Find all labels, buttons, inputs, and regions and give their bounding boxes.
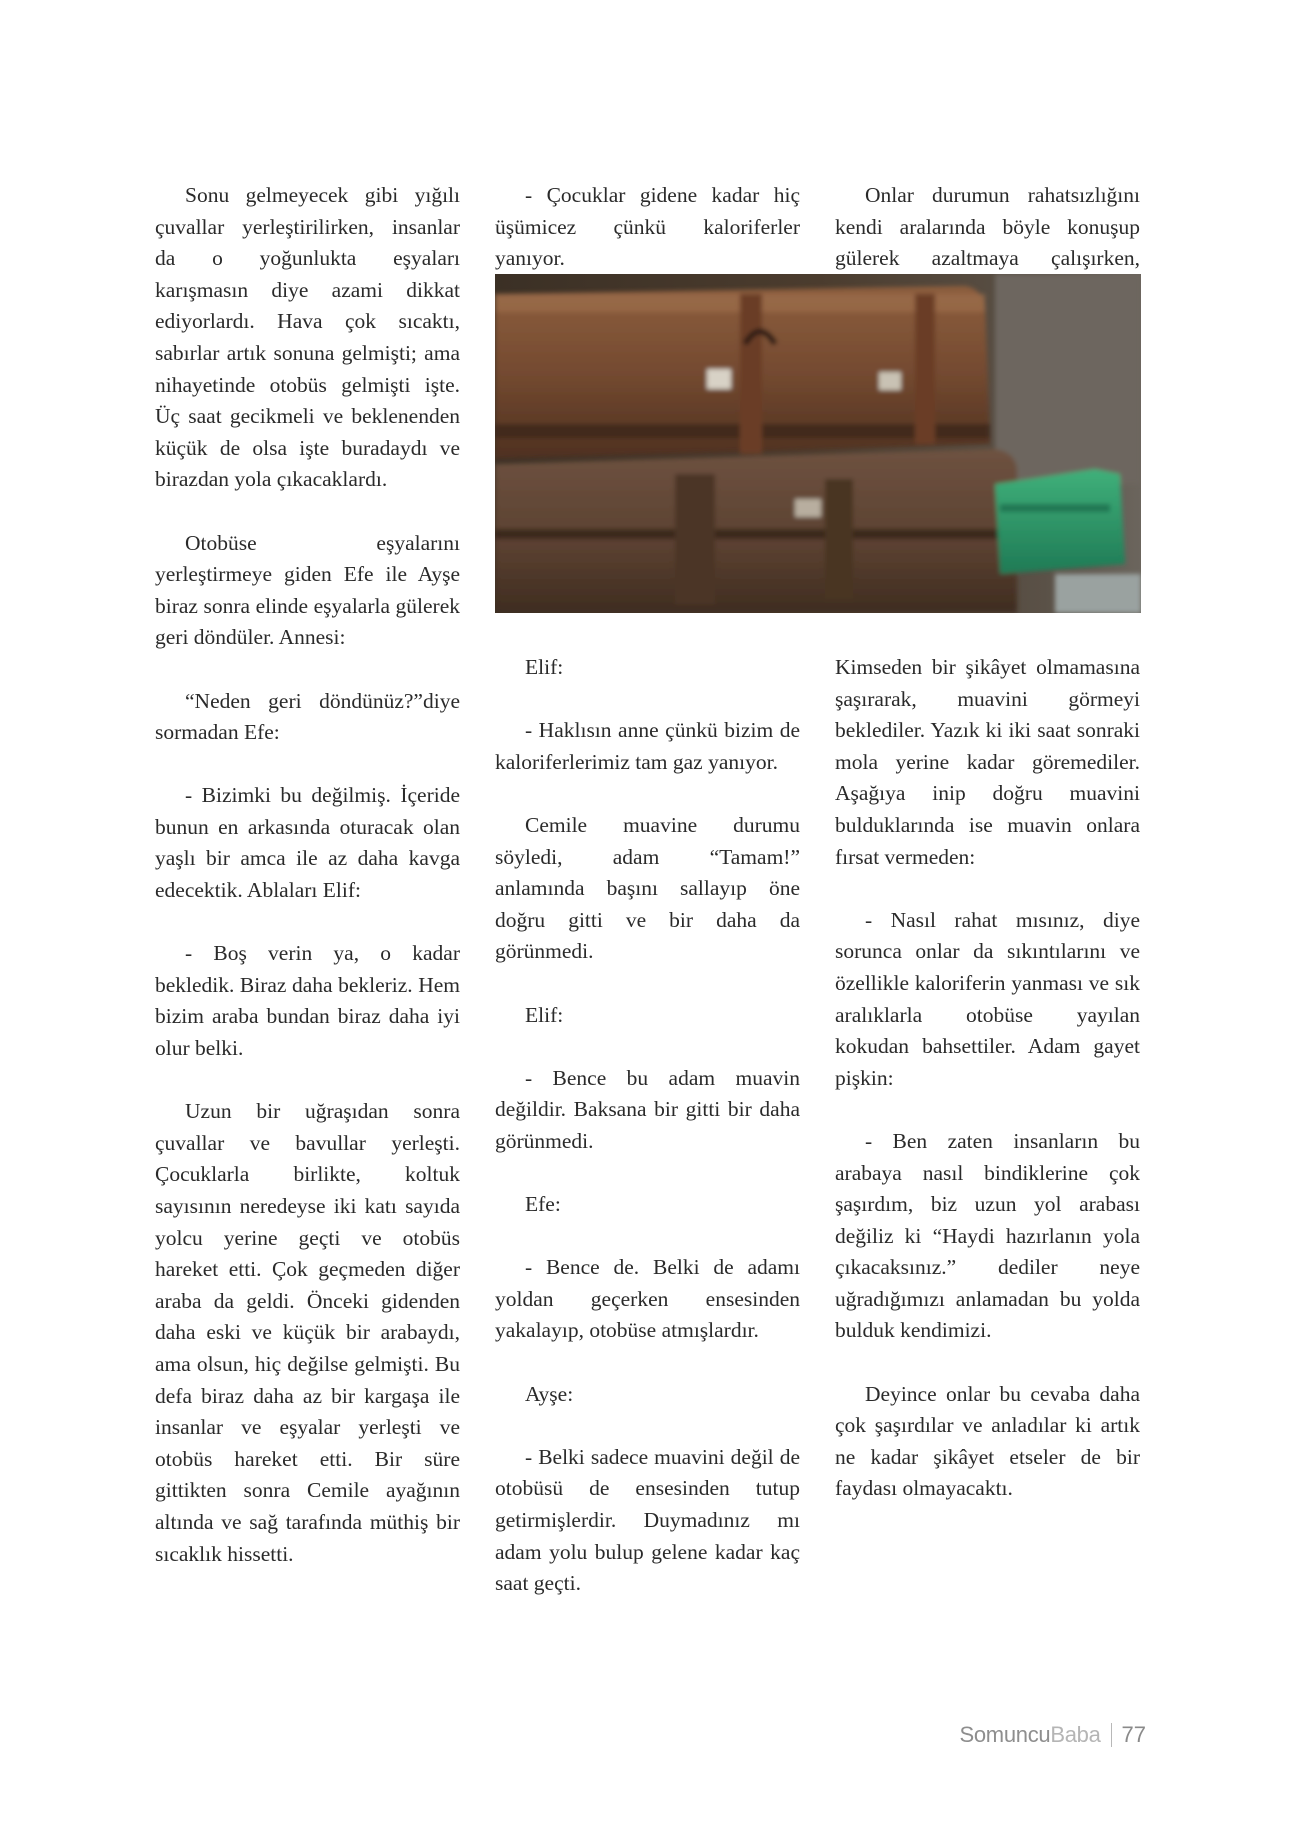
paragraph: - Bence bu adam muavin değildir. Baksana bir gitti bir daha görünmedi. [495,1065,800,1153]
paragraph: - Boş verin ya, o kadar bekledik. Biraz daha bekleriz. Hem bizim araba bundan biraz daha iyi olur belki. [155,941,460,1061]
paragraph: Onlar durumun rahatsızlığını kendi aralarında böyle konuşup gülerek azaltmaya çalışırken, [835,183,1140,271]
paragraph: - Bizimki bu değilmiş. İçeride bunun en arkasında oturacak olan yaşlı bir amca ile az daha kavga edecektik. Ablaları Elif: [155,783,460,903]
paragraph: Ayşe: [525,1381,574,1406]
paragraph: - Çocuklar gidene kadar hiç üşümicez çünkü kaloriferler yanıyor. [495,183,800,271]
paragraph: Elif: [525,1002,564,1027]
paragraph: Deyince onlar bu cevaba daha çok şaşırdılar ve anladılar ki artık ne kadar şikâyet etseler de bir faydası olmayacaktı. [835,1381,1140,1501]
paragraph: - Ben zaten insanların bu arabaya nasıl bindiklerine çok şaşırdım, biz uzun yol arabası değiliz ki “Haydi hazırlanın yola çıkacaksınız.” dediler neye uğradığımızı anlamadan bu yolda bulduk kendimizi. [835,1128,1140,1343]
page-number: 77 [1121,1722,1146,1747]
paragraph: Sonu gelmeyecek gibi yığılı çuvallar yerleştirilirken, insanlar da o yoğunlukta eşyaları karışmasın diye azami dikkat ediyorlardı. Hava çok sıcaktı, sabırlar artık sonuna gelmişti; ama nihayetinde otobüs gelmişti işte. Üç saat gecikmeli ve beklenenden küçük de olsa işte buradaydı ve birazdan yola çıkacaklardı. [155,183,460,492]
paragraph: Cemile muavine durumu söyledi, adam “Tamam!” anlamında başını sallayıp öne doğru gitti ve bir daha da görünmedi. [495,812,800,964]
magazine-logo [959,1722,1100,1748]
paragraph: Kimseden bir şikâyet olmamasına şaşırarak, muavini görmeyi beklediler. Yazık ki iki saat sonraki mola yerine kadar göremediler. Aşağıya inip doğru muavini bulduklarında ise muavin onlara fırsat vermeden: [835,655,1140,869]
suitcases-photo [495,274,1141,613]
paragraph: Otobüse eşyalarını yerleştirmeye giden Efe ile Ayşe biraz sonra elinde eşyalarla gülerek geri döndüler. Annesi: [155,530,460,650]
article-column-1 [155,180,460,1570]
logo-part-somuncu: Somuncu [959,1722,1051,1747]
footer-divider [1111,1723,1112,1747]
paragraph: - Nasıl rahat mısınız, diye sorunca onlar da sıkıntılarını ve özellikle kaloriferin yanması ve sık aralıklarla otobüse yayılan kokudan bahsettiler. Adam gayet pişkin: [835,907,1140,1090]
paragraph: “Neden geri döndünüz?”diye sormadan Efe: [155,688,460,745]
logo-part-baba: Baba [1050,1722,1101,1747]
suitcases-illustration-icon [495,274,1141,613]
article-column-2 [495,652,800,1600]
article-column-2-top [495,180,800,275]
paragraph: Elif: [525,655,564,679]
paragraph: - Belki sadece muavini değil de otobüsü de ensesinden tutup getirmişlerdir. Duymadınız mı adam yolu bulup gelene kadar kaç saat geçti. [495,1444,800,1596]
article-column-3 [835,652,1140,1505]
paragraph: Uzun bir uğraşıdan sonra çuvallar ve bavullar yerleşti. Çocuklarla birlikte, koltuk sayısının neredeyse iki katı sayıda yolcu yerine geçti ve otobüs hareket etti. Çok geçmeden diğer araba da geldi. Önceki gidenden daha eski ve küçük bir arabaydı, ama olsun, hiç değilse gelmişti. Bu defa biraz daha az bir kargaşa ile insanlar ve eşyalar yerleşti ve otobüs hareket etti. Bir süre gittikten sonra Cemile ayağının altında ve sağ tarafında müthiş bir sıcaklık hissetti. [155,1099,460,1566]
paragraph: - Bence de. Belki de adamı yoldan geçerken ensesinden yakalayıp, otobüse atmışlardır. [495,1255,800,1343]
paragraph: Efe: [525,1192,561,1217]
paragraph: - Haklısın anne çünkü bizim de kaloriferlerimiz tam gaz yanıyor. [495,718,800,774]
page-footer [959,1720,1146,1750]
